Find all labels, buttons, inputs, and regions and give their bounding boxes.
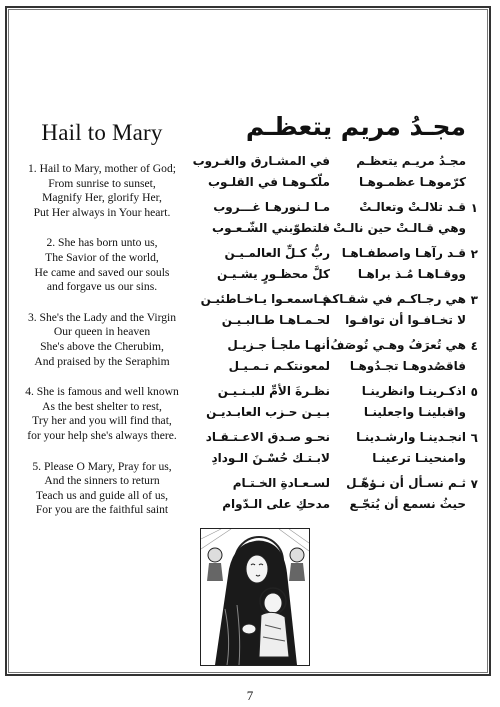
arabic-line-left: لحـمـاهـا طـالبـيـن [221,313,330,327]
english-line: 3. She's the Lady and the Virgin [27,310,177,324]
arabic-line-left: فلتطوّبني الشّـعـوب [212,221,330,235]
english-stanzas [8,162,196,518]
english-line: 1. Hail to Mary, mother of God; [27,162,176,175]
english-stanza [8,385,196,443]
english-line: As the best shelter to rest, [42,399,162,413]
arabic-line-right: لا تخـافـوا أن توافـوا [345,313,466,327]
english-stanza [8,460,196,518]
english-line: Magnify Her, glorify Her, [42,191,162,205]
english-line: The Savior of the world, [45,250,159,264]
madonna-icon-illustration [200,528,310,666]
page-number: 7 [246,688,254,703]
arabic-line-right: حيثُ نسمع أن يُتجّـع [349,497,466,511]
madonna-and-child-icon [201,529,309,665]
english-line: 2. She has born unto us, [46,236,158,250]
arabic-line-right: وامنحينـا ترعينـا [372,451,466,465]
arabic-line-right: قـد تلالـتْ وتعالـتْ [359,200,466,214]
english-line: Our queen in heaven [53,325,151,339]
arabic-line-left: نظـرةَ الأمِّ للبـنـيـن [217,384,330,398]
arabic-verse-number: ١ [470,201,478,215]
arabic-line-right: ثـم نسـأل أن نـؤهّـل [346,476,466,490]
english-line: Teach us and guide all of us, [35,488,169,502]
arabic-line-right: مجـدُ مريـم يتعظـم [356,154,466,168]
arabic-verse-number: ٣ [470,293,478,307]
english-line: From sunrise to sunset, [48,176,156,190]
english-line: 5. Please O Mary, Pray for us, [32,459,172,473]
arabic-line-right: كرّموهـا عظمـوهـا [359,175,466,189]
english-line: And praised by the Seraphim [34,354,170,368]
arabic-line-left: لسـعـادةِ الخـتـام [232,476,330,490]
english-title: Hail to Mary [41,120,163,145]
arabic-line-left: لمعونتكـم تـمـيـل [228,359,330,373]
arabic-verse-number: ٧ [470,477,478,491]
arabic-line-left: كلَّ محظـورٍ يشـيـن [217,267,330,281]
english-line: Put Her always in Your heart. [33,205,171,219]
arabic-verse-number: ٤ [470,339,478,353]
arabic-verse-number: ٢ [470,247,478,261]
arabic-title: مجـدُ مريم يتعظـم [245,112,466,141]
english-line: for your help she's always there. [27,428,177,442]
english-stanza [8,162,196,220]
english-line: He came and saved our souls [34,265,170,279]
arabic-line-right: وهي قـالـتْ حين نالـتْ [333,221,466,235]
arabic-line-left: في المشـارق والغـروب [192,154,330,168]
arabic-line-left: مـا لـنورهـا غـــروب [213,200,330,214]
arabic-line-left: ملّكـوهـا في القلـوب [207,175,330,189]
arabic-line-left: لابـتـك حُسْـنَ الـودادِ [211,451,330,465]
arabic-line-right: واقبلينـا واجعلينـا [363,405,466,419]
arabic-line-left: بـيـن حـزب العابـديـن [206,405,330,419]
arabic-verse-number: ٦ [470,431,478,445]
english-column [8,120,196,534]
english-line: For you are the faithful saint [35,503,169,517]
english-stanza [8,311,196,369]
english-line: She's above the Cherubim, [40,339,164,353]
arabic-line-left: أنهـا ملجـأ جـزيـل [227,338,330,352]
arabic-line-left: فـاسمعـوا يـاخـاطئيـن [200,292,330,306]
arabic-line-right: اذكـرينـا وانظرينـا [361,384,466,398]
arabic-line-right: هي رجـاكـم في شقـاكم [322,292,466,306]
english-stanza [8,236,196,294]
arabic-line-right: انجـدينـا وارشـدينـا [356,430,466,444]
arabic-line-left: نحـو صـدق الاعـتـقـاد [205,430,330,444]
arabic-line-right: هي تُعرَفُ وهـي تُوصَفُ [330,338,466,352]
arabic-line-left: ربُّ كـلِّ العالمـيـن [224,246,330,260]
english-line: and forgave us our sins. [46,280,158,294]
arabic-line-right: فاقصُدوهـا تجـدُوهـا [349,359,466,373]
arabic-line-right: قـد رآهـا واصطفـاهـا [341,246,466,260]
arabic-verse-number: ٥ [470,385,478,399]
arabic-line-right: ووقـاهـا مُـذ براهـا [357,267,466,281]
english-line: 4. She is famous and well known [25,385,179,399]
english-line: And the sinners to return [44,474,160,488]
arabic-line-left: مدحكِ على الـدّوام [222,497,330,511]
english-line: Try her and you will find that, [32,414,172,428]
